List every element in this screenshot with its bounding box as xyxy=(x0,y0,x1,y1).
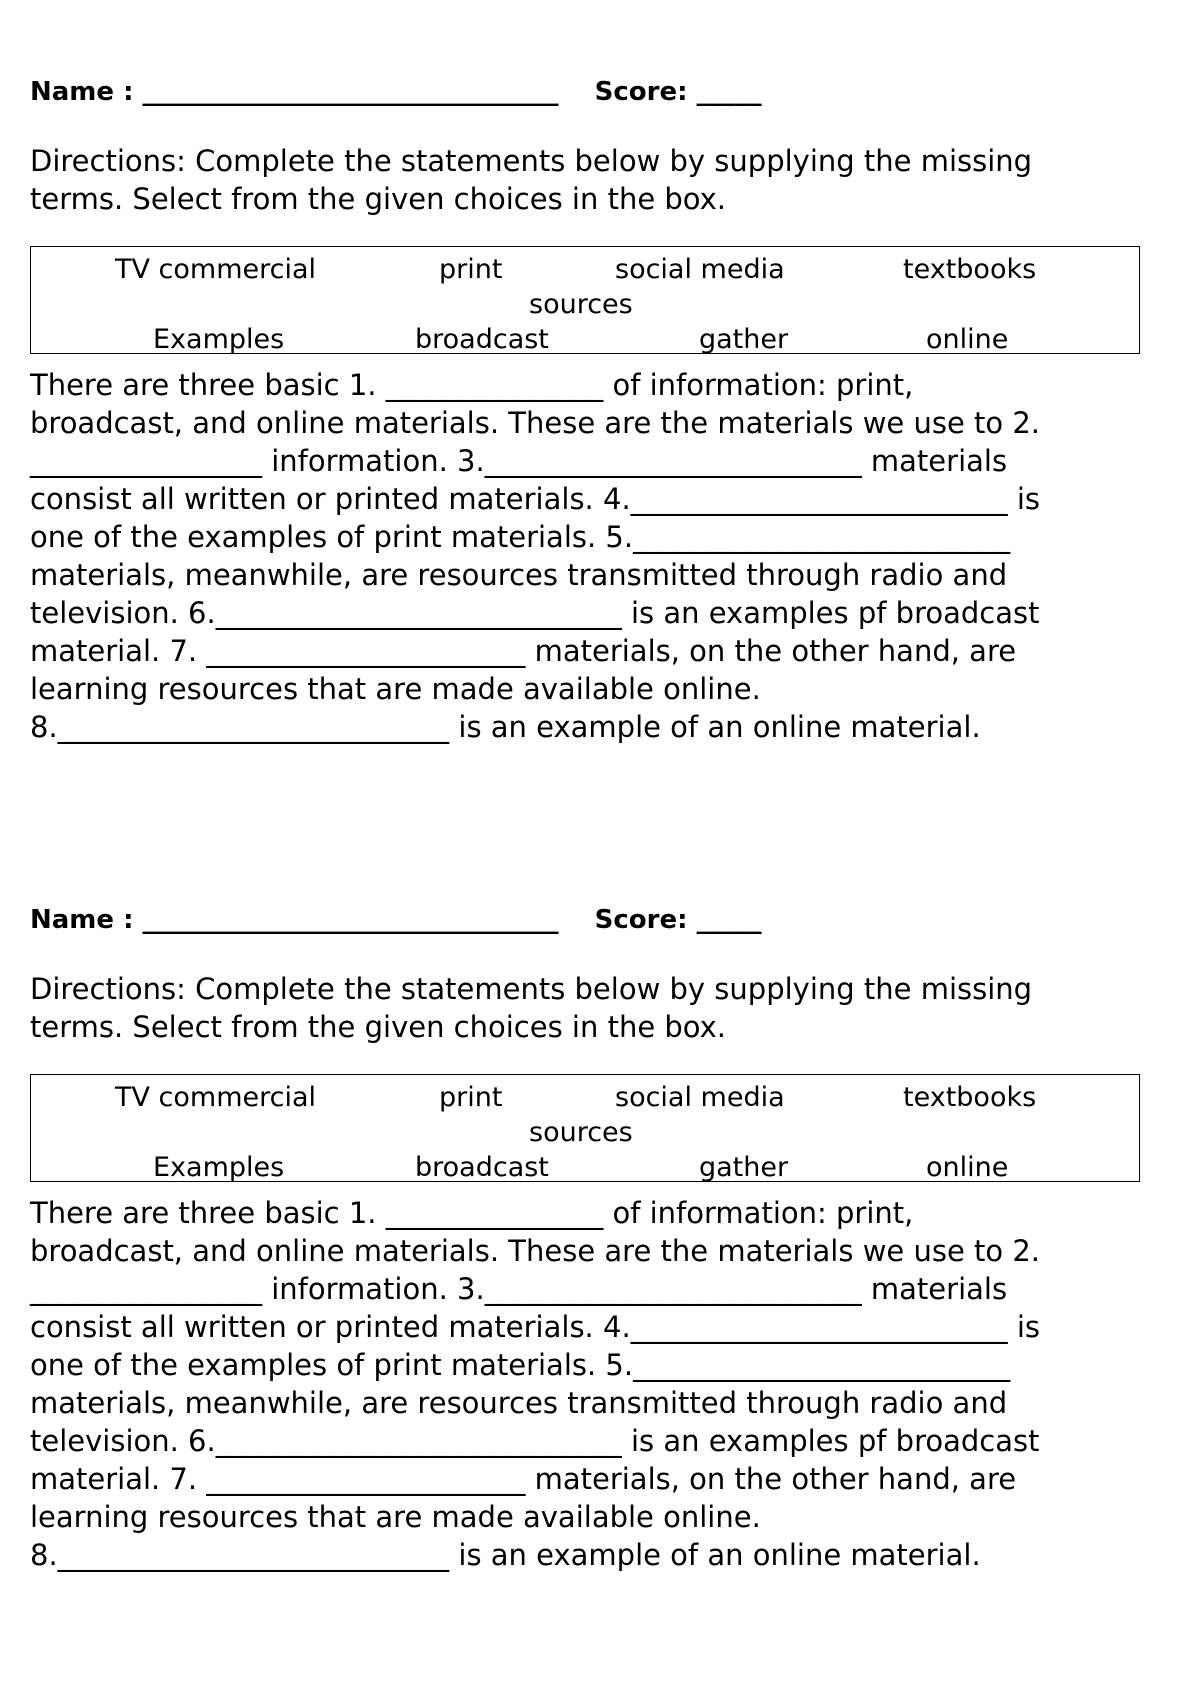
directions xyxy=(30,970,1170,1046)
paragraph-line: ________________ information. 3.__________________________ materials xyxy=(30,444,1008,478)
fill-in-paragraph xyxy=(30,366,1170,746)
choice-word: broadcast xyxy=(415,324,549,354)
score-blank[interactable]: _____ xyxy=(696,77,762,107)
paragraph-line: 8.___________________________ is an example of an online material. xyxy=(30,710,981,744)
paragraph-line: There are three basic 1. _______________ of information: print, xyxy=(30,1196,914,1230)
choice-word: Examples xyxy=(153,324,285,354)
paragraph-line: consist all written or printed materials. 4.__________________________ is xyxy=(30,482,1041,516)
choice-box xyxy=(30,1074,1140,1182)
name-label: Name : xyxy=(30,77,134,107)
paragraph-line: learning resources that are made available online. xyxy=(30,1500,761,1534)
choice-word: textbooks xyxy=(903,1082,1037,1113)
worksheet-2 xyxy=(30,900,1170,1574)
paragraph-line: material. 7. ______________________ materials, on the other hand, are xyxy=(30,634,1017,668)
paragraph-line: materials, meanwhile, are resources transmitted through radio and xyxy=(30,1386,1008,1420)
choice-word: gather xyxy=(699,1152,789,1182)
header-line xyxy=(30,72,1170,112)
directions xyxy=(30,142,1170,218)
choice-word: gather xyxy=(699,324,789,354)
paragraph-line: learning resources that are made available online. xyxy=(30,672,761,706)
name-blank[interactable]: ________________________________ xyxy=(142,77,559,107)
paragraph-line: materials, meanwhile, are resources transmitted through radio and xyxy=(30,558,1008,592)
paragraph-line: television. 6.____________________________ is an examples pf broadcast xyxy=(30,1424,1040,1458)
choice-word: print xyxy=(439,254,503,285)
choice-word: social media xyxy=(615,1082,785,1113)
choice-word: Examples xyxy=(153,1152,285,1182)
directions-line: terms. Select from the given choices in the box. xyxy=(30,1010,727,1044)
header-line xyxy=(30,900,1170,940)
choice-box xyxy=(30,246,1140,354)
choice-word: online xyxy=(926,1152,1009,1182)
worksheet-1 xyxy=(30,72,1170,746)
directions-line: Directions: Complete the statements below by supplying the missing xyxy=(30,972,1033,1006)
choice-word: print xyxy=(439,1082,503,1113)
directions-line: terms. Select from the given choices in the box. xyxy=(30,182,727,216)
name-blank[interactable]: ________________________________ xyxy=(142,905,559,935)
score-label: Score: xyxy=(594,905,688,935)
name-label: Name : xyxy=(30,905,134,935)
choice-word: broadcast xyxy=(415,1152,549,1182)
choice-word: TV commercial xyxy=(115,254,317,285)
paragraph-line: broadcast, and online materials. These are the materials we use to 2. xyxy=(30,406,1041,440)
score-blank[interactable]: _____ xyxy=(696,905,762,935)
score-label: Score: xyxy=(594,77,688,107)
fill-in-paragraph xyxy=(30,1194,1170,1574)
paragraph-line: There are three basic 1. _______________ of information: print, xyxy=(30,368,914,402)
paragraph-line: 8.___________________________ is an example of an online material. xyxy=(30,1538,981,1572)
choice-word: sources xyxy=(529,289,633,320)
choice-word: online xyxy=(926,324,1009,354)
choice-word: sources xyxy=(529,1117,633,1148)
paragraph-line: broadcast, and online materials. These are the materials we use to 2. xyxy=(30,1234,1041,1268)
paragraph-line: ________________ information. 3.__________________________ materials xyxy=(30,1272,1008,1306)
choice-word: social media xyxy=(615,254,785,285)
directions-line: Directions: Complete the statements below by supplying the missing xyxy=(30,144,1033,178)
paragraph-line: material. 7. ______________________ materials, on the other hand, are xyxy=(30,1462,1017,1496)
paragraph-line: consist all written or printed materials. 4.__________________________ is xyxy=(30,1310,1041,1344)
choice-word: textbooks xyxy=(903,254,1037,285)
paragraph-line: one of the examples of print materials. 5.__________________________ xyxy=(30,520,1011,554)
paragraph-line: one of the examples of print materials. 5.__________________________ xyxy=(30,1348,1011,1382)
choice-word: TV commercial xyxy=(115,1082,317,1113)
paragraph-line: television. 6.____________________________ is an examples pf broadcast xyxy=(30,596,1040,630)
